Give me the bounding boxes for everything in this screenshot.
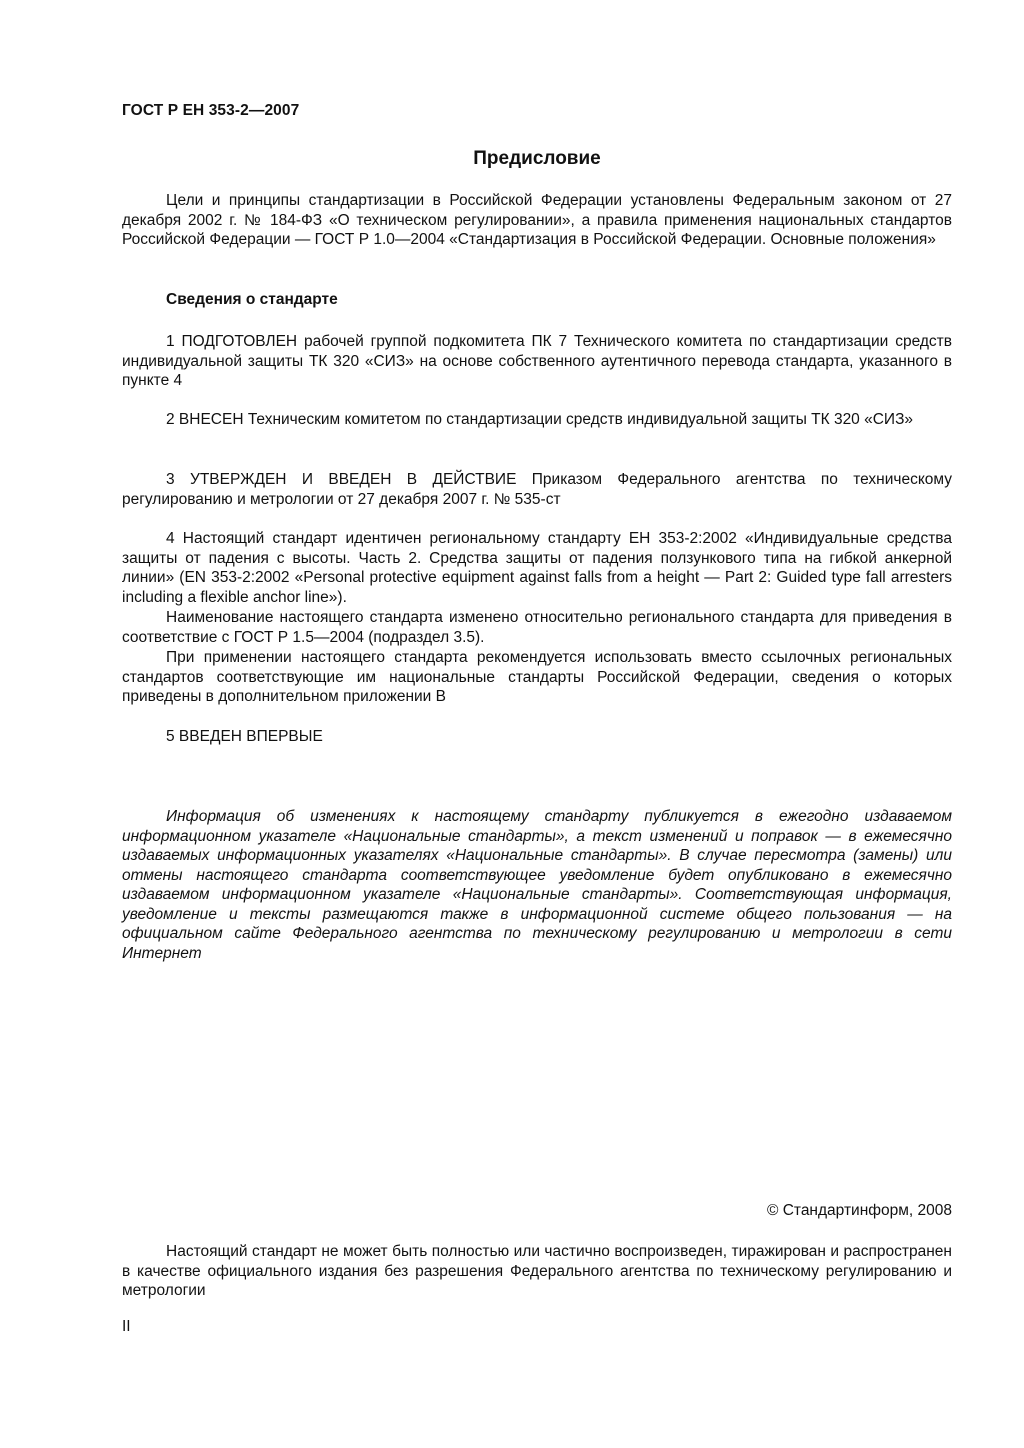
item-5-paragraph: 5 ВВЕДЕН ВПЕРВЫЕ xyxy=(166,728,323,745)
item-1-paragraph: 1 ПОДГОТОВЛЕН рабочей группой подкомитета ПК 7 Технического комитета по стандартизации средств индивидуальной защиты ТК 320 «СИЗ» на основе собственного аутентичного перевода стандарта, указанного в пункте 4 xyxy=(122,333,952,389)
item-4-references-paragraph: При применении настоящего стандарта рекомендуется использовать вместо ссылочных региональных стандартов соответствующие им национальные стандарты Российской Федерации, сведения о которых приведены в дополнительном приложении В xyxy=(122,649,952,705)
document-page xyxy=(122,0,952,1448)
copyright-notice: © Стандартинформ, 2008 xyxy=(766,1202,952,1219)
item-2-paragraph: 2 ВНЕСЕН Техническим комитетом по стандартизации средств индивидуальной защиты ТК 320 «СИЗ» xyxy=(166,411,914,428)
standard-info-heading: Сведения о стандарте xyxy=(166,291,338,308)
reproduction-restriction: Настоящий стандарт не может быть полностью или частично воспроизведен, тиражирован и распространен в качестве официального издания без разрешения Федерального агентства по техническому регулированию и метрологии xyxy=(122,1243,952,1299)
intro-paragraph: Цели и принципы стандартизации в Российской Федерации установлены Федеральным законом от 27 декабря 2002 г. № 184-ФЗ «О техническом регулировании», а правила применения национальных стандартов Российской Федерации — ГОСТ Р 1.0—2004 «Стандартизация в Российской Федерации. Основные положения» xyxy=(122,192,952,248)
amendments-notice: Информация об изменениях к настоящему стандарту публикуется в ежегодно издаваемом информационном указателе «Национальные стандарты», а текст изменений и поправок — в ежемесячно издаваемых информационных указателях «Национальные стандарты». В случае пересмотра (замены) или отмены настоящего стандарта соответствующее уведомление будет опубликовано в ежемесячно издаваемом информационном указателе «Национальные стандарты». Соответствующая информация, уведомление и тексты размещаются также в информационной системе общего пользования — на официальном сайте Федерального агентства по техническому регулированию и метрологии в сети Интернет xyxy=(122,808,952,962)
document-code: ГОСТ Р ЕН 353-2—2007 xyxy=(122,102,300,119)
item-4-paragraph: 4 Настоящий стандарт идентичен региональному стандарту ЕН 353-2:2002 «Индивидуальные средства защиты от падения с высоты. Часть 2. Средства защиты от падения ползункового типа на гибкой анкерной линии» (EN 353-2:2002 «Personal protective equipment against falls from a height — Part 2: Guided type fall arresters including a flexible anchor line»). xyxy=(122,530,952,606)
page-number: II xyxy=(122,1318,131,1335)
page-title: Предисловие xyxy=(473,148,601,169)
item-4-name-change-paragraph: Наименование настоящего стандарта изменено относительно регионального стандарта для приведения в соответствие с ГОСТ Р 1.5—2004 (подраздел 3.5). xyxy=(122,609,952,646)
item-3-paragraph: 3 УТВЕРЖДЕН И ВВЕДЕН В ДЕЙСТВИЕ Приказом Федерального агентства по техническому регулированию и метрологии от 27 декабря 2007 г. № 535-ст xyxy=(122,471,952,508)
